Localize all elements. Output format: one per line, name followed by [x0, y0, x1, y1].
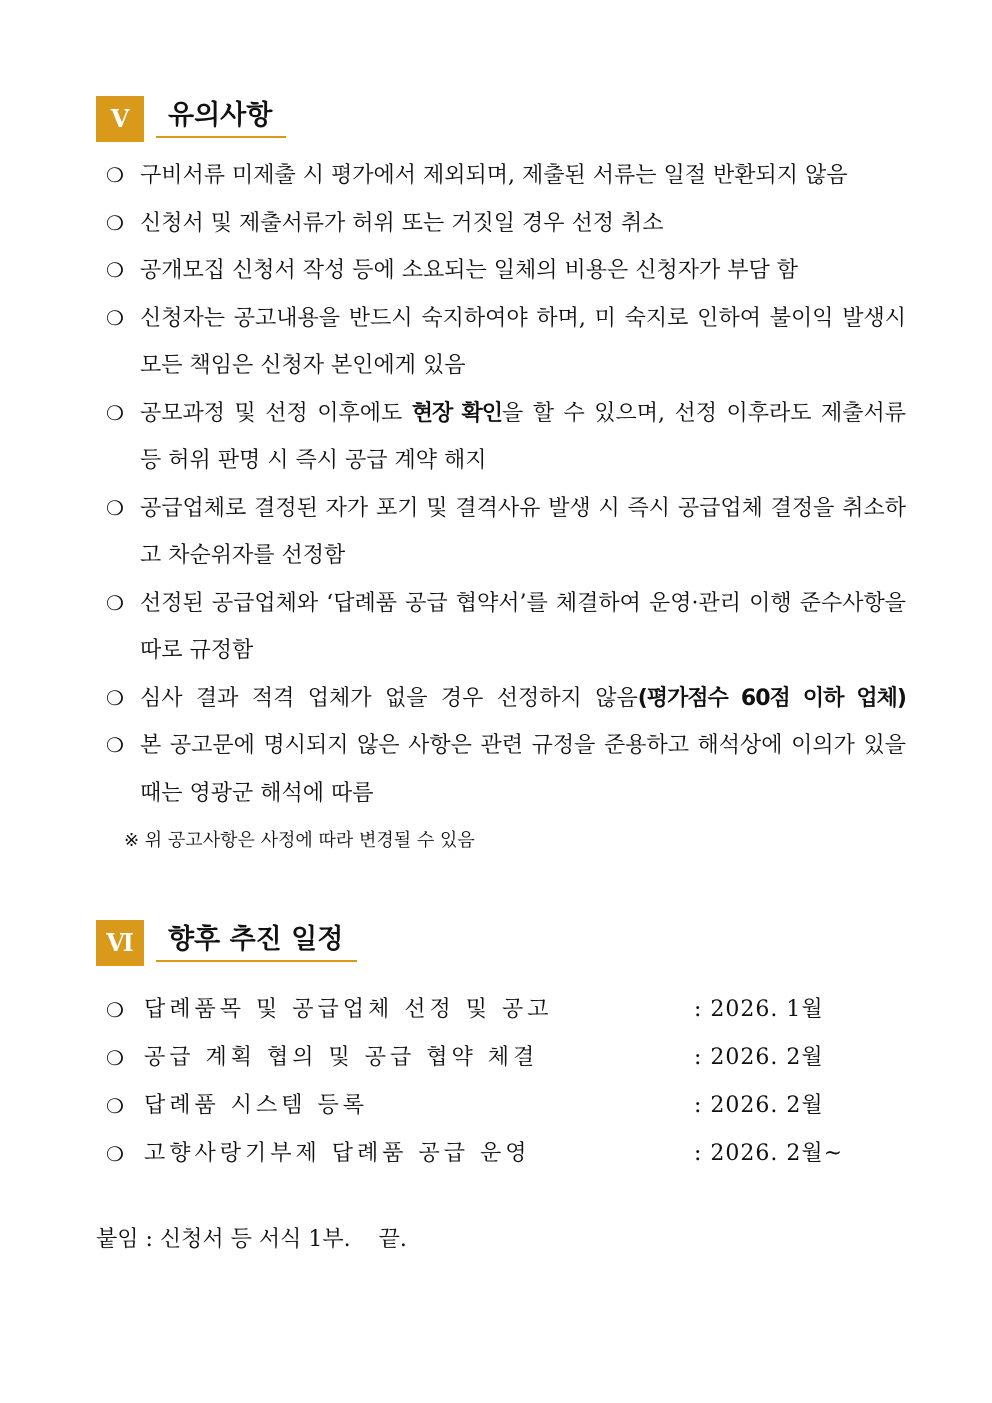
bullet-icon: ❍	[106, 1046, 124, 1070]
notice-item-text: 신청서 및 제출서류가 허위 또는 거짓일 경우 선정 취소	[140, 210, 664, 236]
notice-item-text: 본 공고문에 명시되지 않은 사항은 관련 규정을 준용하고 해석상에 이의가 있을 때는 영광군 해석에 따름	[140, 733, 906, 806]
notice-item-text	[140, 390, 906, 485]
notice-list	[106, 152, 906, 817]
schedule-row	[106, 1130, 866, 1178]
notice-emphasis: 현장 확인	[411, 400, 502, 426]
bullet-icon: ❍	[106, 163, 124, 187]
notice-item	[106, 390, 906, 485]
schedule-row	[106, 986, 866, 1034]
notice-item	[106, 485, 906, 580]
schedule-date: : 2026. 2월	[694, 1093, 824, 1118]
schedule-date: : 2026. 2월~	[694, 1141, 844, 1166]
notice-item	[106, 722, 906, 817]
notice-text-part: 심사 결과 적격 업체가 없을 경우 선정하지 않음	[140, 685, 638, 711]
bullet-icon: ❍	[106, 1142, 124, 1166]
notice-item-text: 공개모집 신청서 작성 등에 소요되는 일체의 비용은 신청자가 부담 함	[140, 258, 798, 283]
schedule-date: : 2026. 1월	[694, 997, 824, 1022]
notice-item-text: 신청자는 공고내용을 반드시 숙지하여야 하며, 미 숙지로 인하여 불이익 발생시 모든 책임은 신청자 본인에게 있음	[140, 305, 906, 378]
bullet-icon: ❍	[106, 590, 124, 615]
notice-footnote: ※ 위 공고사항은 사정에 따라 변경될 수 있음	[124, 830, 475, 851]
notice-text-part: 을 할 수 있으며, 선정 이후라도 제출서류 등 허위 판명 시 즉시 공급 계약 해지	[140, 400, 906, 473]
section-5-title: 유의사항	[156, 96, 286, 138]
bullet-icon: ❍	[106, 305, 124, 330]
notice-item-text: 공급업체로 결정된 자가 포기 및 결격사유 발생 시 즉시 공급업체 결정을 취소하고 차순위자를 선정함	[140, 495, 906, 568]
notice-item	[106, 295, 906, 390]
schedule-row	[106, 1082, 866, 1130]
notice-item-text	[140, 675, 906, 723]
notice-item	[106, 200, 906, 248]
notice-emphasis: (평가점수 60점 이하 업체)	[637, 685, 906, 711]
bullet-icon: ❍	[106, 495, 124, 520]
bullet-icon: ❍	[106, 1094, 124, 1118]
bullet-icon: ❍	[106, 685, 124, 710]
section-5-number: Ⅴ	[96, 96, 144, 142]
schedule-task: 답례품 시스템 등록	[144, 1093, 369, 1118]
schedule-task: 답례품목 및 공급업체 선정 및 공고	[144, 997, 553, 1022]
notice-item	[106, 152, 906, 200]
notice-item	[106, 247, 906, 295]
schedule-date: : 2026. 2월	[694, 1045, 824, 1070]
section-6-number: Ⅵ	[96, 920, 144, 966]
notice-item	[106, 675, 906, 723]
notice-text-part: 공모과정 및 선정 이후에도	[140, 400, 412, 426]
schedule-task: 고향사랑기부제 답례품 공급 운영	[144, 1141, 531, 1166]
bullet-icon: ❍	[106, 210, 124, 235]
notice-item-text: 선정된 공급업체와 ‘답례품 공급 협약서’를 체결하여 운영·관리 이행 준수사항을 따로 규정함	[140, 590, 906, 663]
schedule-row	[106, 1034, 866, 1082]
schedule-task: 공급 계획 협의 및 공급 협약 체결	[144, 1045, 539, 1070]
section-6-title: 향후 추진 일정	[156, 920, 357, 962]
notice-item	[106, 580, 906, 675]
bullet-icon: ❍	[106, 733, 124, 757]
attachment-line: 붙임 : 신청서 등 서식 1부. 끝.	[96, 1227, 407, 1252]
bullet-icon: ❍	[106, 998, 124, 1022]
schedule-list	[106, 986, 866, 1178]
bullet-icon: ❍	[106, 258, 124, 282]
notice-item-text: 구비서류 미제출 시 평가에서 제외되며, 제출된 서류는 일절 반환되지 않음	[140, 163, 848, 188]
bullet-icon: ❍	[106, 400, 124, 425]
